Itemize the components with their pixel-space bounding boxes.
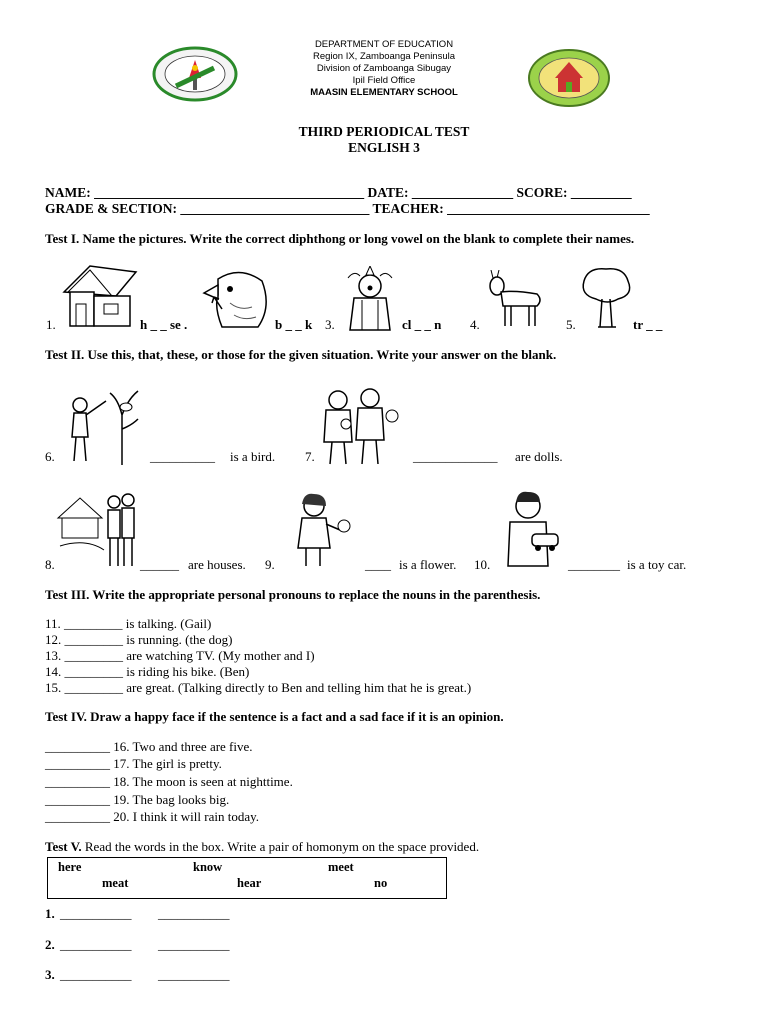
boys-and-houses-picture: [56, 488, 138, 568]
bird-beak-picture: [200, 267, 272, 329]
test4-instruction: Test IV. Draw a happy face if the sentence is a fact and a sad face if it is an opinion.: [45, 709, 504, 724]
test-subject: ENGLISH 3: [348, 140, 420, 155]
tree-picture: [578, 265, 634, 329]
test5-answer-blank[interactable]: ___________: [60, 937, 132, 952]
test2-item10-text: is a toy car.: [627, 557, 687, 572]
test1-item1-text[interactable]: h _ _ se .: [140, 317, 188, 332]
name-field[interactable]: NAME: ________________________________________ DATE: _______________ SCORE: _________: [45, 185, 632, 200]
score-label: SCORE:: [516, 185, 568, 200]
girl-with-flower-picture: [292, 490, 358, 568]
boy-pointing-bird-picture: [66, 385, 144, 465]
word-box-word: know: [193, 860, 223, 874]
teacher-label: TEACHER:: [372, 201, 444, 216]
test2-item9-text: is a flower.: [399, 557, 457, 572]
goat-picture: [485, 270, 545, 328]
test2-item6-number: 6.: [45, 449, 55, 464]
test1-item5-text[interactable]: tr _ _: [633, 317, 663, 332]
date-label: DATE:: [367, 185, 409, 200]
test5-label: Test V.: [45, 839, 82, 854]
test2-instruction: Test II. Use this, that, these, or those for the given situation. Write your answer on the blank.: [45, 347, 557, 362]
test2-item6-text: is a bird.: [230, 449, 276, 464]
test5-answer-blank[interactable]: ___________: [158, 937, 230, 952]
test4-item[interactable]: __________ 18. The moon is seen at nighttime.: [45, 774, 293, 789]
test5-instruction: [45, 839, 479, 855]
test1-item1-number: 1.: [46, 317, 56, 332]
test5-answer-blank[interactable]: ___________: [158, 967, 230, 982]
test4-item[interactable]: __________ 17. The girl is pretty.: [45, 756, 222, 771]
clown-picture: [340, 266, 400, 332]
house-picture: [60, 262, 140, 330]
test4-item[interactable]: __________ 16. Two and three are five.: [45, 739, 253, 754]
test2-item9-blank[interactable]: ____: [365, 557, 391, 572]
test2-item7-blank[interactable]: _____________: [413, 449, 498, 464]
test5-answer-number: 2.: [45, 937, 55, 952]
test1-item3-number: 3.: [325, 317, 335, 332]
header-field-office: Ipil Field Office: [352, 75, 416, 86]
word-box-word: meat: [102, 876, 129, 890]
test3-item[interactable]: 11. _________ is talking. (Gail): [45, 616, 212, 631]
header-department: DEPARTMENT OF EDUCATION: [314, 39, 454, 50]
word-box-word: here: [58, 860, 82, 874]
header-region: Region IX, Zamboanga Peninsula: [312, 51, 456, 62]
test3-item[interactable]: 15. _________ are great. (Talking directly to Ben and telling him that he is great.): [45, 680, 472, 695]
test3-instruction: Test III. Write the appropriate personal pronouns to replace the nouns in the parenthesis.: [45, 587, 541, 602]
test3-item[interactable]: 13. _________ are watching TV. (My mother and I): [45, 648, 315, 663]
header-school: MAASIN ELEMENTARY SCHOOL: [310, 87, 458, 98]
test1-instruction: Test I. Name the pictures. Write the correct diphthong or long vowel on the blank to complete their names.: [45, 231, 635, 246]
test2-item8-number: 8.: [45, 557, 55, 572]
test2-item7-number: 7.: [305, 449, 315, 464]
test2-item10-number: 10.: [474, 557, 491, 572]
word-box-word: hear: [237, 876, 262, 890]
test2-item8-text: are houses.: [188, 557, 246, 572]
test2-item8-blank[interactable]: ______: [140, 557, 179, 572]
test1-item3-text[interactable]: cl _ _ n: [402, 317, 442, 332]
name-label: NAME:: [45, 185, 91, 200]
boy-with-toy-car-picture: [498, 488, 570, 570]
test3-item[interactable]: 12. _________ is running. (the dog): [45, 632, 233, 647]
girls-with-dolls-picture: [318, 386, 404, 466]
test5-answer-blank[interactable]: ___________: [60, 967, 132, 982]
test1-item4-number: 4.: [470, 317, 480, 332]
test2-item10-blank[interactable]: ________: [568, 557, 620, 572]
test-title: THIRD PERIODICAL TEST: [298, 124, 470, 139]
header-division: Division of Zamboanga Sibugay: [316, 63, 452, 74]
test5-answer-blank[interactable]: ___________: [158, 906, 230, 921]
test5-answer-number: 3.: [45, 967, 55, 982]
test2-item6-blank[interactable]: __________: [150, 449, 215, 464]
test1-item2-text[interactable]: b _ _ k: [275, 317, 313, 332]
word-box-word: no: [374, 876, 388, 890]
test3-item[interactable]: 14. _________ is riding his bike. (Ben): [45, 664, 250, 679]
test5-answer-blank[interactable]: ___________: [60, 906, 132, 921]
grade-section-field[interactable]: GRADE & SECTION: ____________________________ TEACHER: ______________________________: [45, 201, 650, 216]
word-box-word: meet: [328, 860, 354, 874]
test4-item[interactable]: __________ 19. The bag looks big.: [45, 792, 230, 807]
test2-item7-text: are dolls.: [515, 449, 563, 464]
test5-answer-number: 1.: [45, 906, 55, 921]
grade-section-label: GRADE & SECTION:: [45, 201, 178, 216]
test1-item5-number: 5.: [566, 317, 576, 332]
test5-instruction-text: Read the words in the box. Write a pair of homonym on the space provided.: [81, 839, 480, 854]
test4-item[interactable]: __________ 20. I think it will rain today.: [45, 809, 259, 824]
test2-item9-number: 9.: [265, 557, 275, 572]
